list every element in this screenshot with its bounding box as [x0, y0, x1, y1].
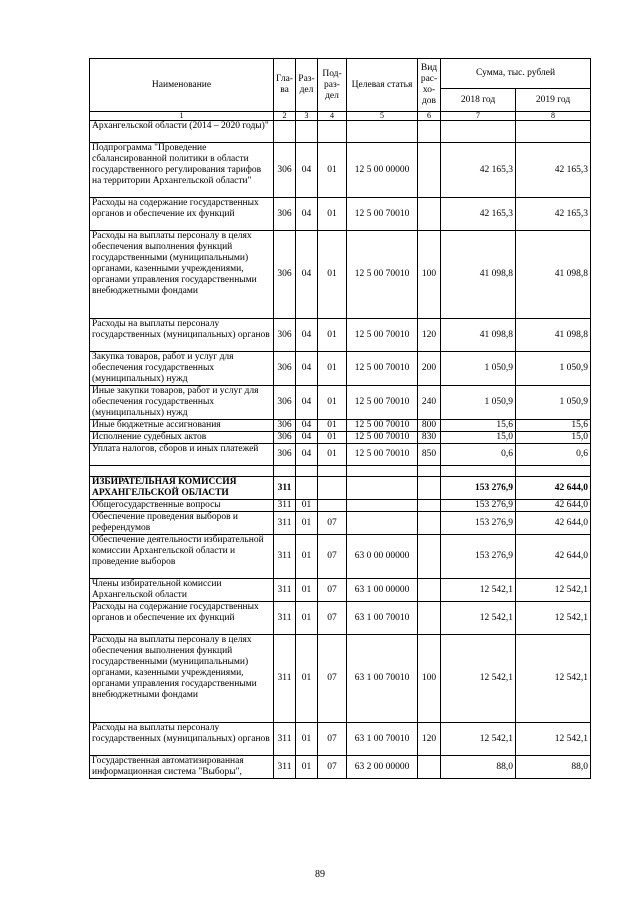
row-vid — [418, 121, 441, 143]
row-target: 12 5 00 70010 — [347, 198, 418, 231]
row-name: Общегосударственные вопросы — [90, 500, 274, 512]
row-2018: 41 098,8 — [441, 231, 516, 319]
row-glava: 306 — [274, 319, 296, 352]
row-razdel: 01 — [296, 723, 318, 756]
row-2018: 41 098,8 — [441, 319, 516, 352]
row-vid: 830 — [418, 432, 441, 444]
row-2019: 42 165,3 — [516, 143, 591, 198]
row-2019: 42 644,0 — [516, 512, 591, 535]
row-razdel: 04 — [296, 386, 318, 420]
table-row — [90, 386, 591, 420]
row-name: Обеспечение проведения выборов и референдумов — [90, 512, 274, 535]
row-name: Подпрограмма "Проведение сбалансированной политики в области государственного регулирования тарифов на территории Архангельской области" — [90, 143, 274, 198]
row-podrazdel: 01 — [318, 319, 347, 352]
row-glava: 311 — [274, 535, 296, 579]
column-number: 1 — [90, 112, 274, 121]
row-podrazdel: 01 — [318, 444, 347, 466]
column-number-row — [90, 112, 591, 121]
row-razdel: 04 — [296, 352, 318, 386]
row-2018: 153 276,9 — [441, 477, 516, 500]
header-vid: Вид рас-хо-дов — [418, 59, 441, 112]
header-razdel: Раз-дел — [296, 59, 318, 112]
row-razdel: 01 — [296, 756, 318, 779]
row-name: Иные бюджетные ассигнования — [90, 420, 274, 432]
row-name — [90, 466, 274, 477]
row-podrazdel: 01 — [318, 198, 347, 231]
table-row — [90, 352, 591, 386]
row-razdel — [296, 466, 318, 477]
row-2019: 41 098,8 — [516, 231, 591, 319]
row-glava: 306 — [274, 143, 296, 198]
row-2019: 42 644,0 — [516, 477, 591, 500]
row-target — [347, 500, 418, 512]
row-vid: 850 — [418, 444, 441, 466]
row-2018: 88,0 — [441, 756, 516, 779]
row-glava — [274, 121, 296, 143]
row-razdel — [296, 477, 318, 500]
row-glava: 306 — [274, 231, 296, 319]
row-podrazdel: 07 — [318, 635, 347, 723]
row-glava: 311 — [274, 723, 296, 756]
row-vid: 800 — [418, 420, 441, 432]
row-name: Расходы на выплаты персоналу государственных (муниципальных) органов — [90, 319, 274, 352]
row-2018: 153 276,9 — [441, 535, 516, 579]
row-2018 — [441, 466, 516, 477]
row-2019: 1 050,9 — [516, 386, 591, 420]
row-2018 — [441, 121, 516, 143]
row-name: Уплата налогов, сборов и иных платежей — [90, 444, 274, 466]
table-row — [90, 121, 591, 143]
row-target — [347, 512, 418, 535]
row-podrazdel: 07 — [318, 512, 347, 535]
row-name: Члены избирательной комиссии Архангельской области — [90, 579, 274, 602]
row-vid — [418, 535, 441, 579]
row-name: Закупка товаров, работ и услуг для обеспечения государственных (муниципальных) нужд — [90, 352, 274, 386]
table-row — [90, 420, 591, 432]
row-2018: 153 276,9 — [441, 500, 516, 512]
row-razdel: 01 — [296, 579, 318, 602]
row-glava: 311 — [274, 602, 296, 635]
row-podrazdel: 07 — [318, 723, 347, 756]
column-number: 3 — [296, 112, 318, 121]
row-target: 12 5 00 70010 — [347, 231, 418, 319]
row-target: 63 1 00 70010 — [347, 723, 418, 756]
row-2019: 12 542,1 — [516, 602, 591, 635]
row-vid: 200 — [418, 352, 441, 386]
row-2018: 153 276,9 — [441, 512, 516, 535]
row-vid — [418, 477, 441, 500]
table-row — [90, 231, 591, 319]
row-glava: 311 — [274, 579, 296, 602]
row-razdel: 01 — [296, 512, 318, 535]
row-2019 — [516, 121, 591, 143]
row-glava: 311 — [274, 756, 296, 779]
column-number: 2 — [274, 112, 296, 121]
table-row — [90, 500, 591, 512]
row-podrazdel: 01 — [318, 143, 347, 198]
row-2019: 42 165,3 — [516, 198, 591, 231]
row-name: Архангельской области (2014 – 2020 годы)" — [90, 121, 274, 143]
row-razdel: 01 — [296, 500, 318, 512]
row-glava: 306 — [274, 444, 296, 466]
row-razdel: 04 — [296, 432, 318, 444]
row-podrazdel: 07 — [318, 579, 347, 602]
row-glava: 306 — [274, 198, 296, 231]
row-target: 12 5 00 70010 — [347, 432, 418, 444]
row-2019: 42 644,0 — [516, 500, 591, 512]
row-glava: 306 — [274, 352, 296, 386]
row-glava: 311 — [274, 477, 296, 500]
row-2019: 15,6 — [516, 420, 591, 432]
row-name: Иные закупки товаров, работ и услуг для обеспечения государственных (муниципальных) нужд — [90, 386, 274, 420]
table-row — [90, 477, 591, 500]
page-number: 89 — [315, 869, 325, 880]
row-vid — [418, 756, 441, 779]
row-target — [347, 477, 418, 500]
row-podrazdel: 07 — [318, 756, 347, 779]
row-2019: 15,0 — [516, 432, 591, 444]
table-body — [90, 112, 591, 779]
header-podrazdel: Под-раз-дел — [318, 59, 347, 112]
header-2019: 2019 год — [516, 89, 591, 112]
row-vid — [418, 198, 441, 231]
row-razdel: 01 — [296, 602, 318, 635]
table-header — [90, 59, 591, 112]
column-number: 7 — [441, 112, 516, 121]
table-row — [90, 635, 591, 723]
row-target: 12 5 00 70010 — [347, 386, 418, 420]
row-vid: 120 — [418, 723, 441, 756]
row-vid — [418, 466, 441, 477]
row-name: Исполнение судебных актов — [90, 432, 274, 444]
row-target: 12 5 00 70010 — [347, 444, 418, 466]
row-2018: 15,0 — [441, 432, 516, 444]
row-2019: 12 542,1 — [516, 635, 591, 723]
row-2018: 1 050,9 — [441, 352, 516, 386]
row-2019: 1 050,9 — [516, 352, 591, 386]
row-podrazdel: 07 — [318, 535, 347, 579]
column-number: 6 — [418, 112, 441, 121]
row-podrazdel — [318, 121, 347, 143]
row-target: 63 1 00 70010 — [347, 635, 418, 723]
row-2018: 12 542,1 — [441, 635, 516, 723]
row-target: 12 5 00 00000 — [347, 143, 418, 198]
row-podrazdel — [318, 500, 347, 512]
row-name: Расходы на выплаты персоналу в целях обеспечения выполнения функций государственными (муниципальными) органами, казенными учреждениями, органами управления государственными внебюджетными фондами — [90, 231, 274, 319]
row-glava — [274, 466, 296, 477]
table-row — [90, 512, 591, 535]
row-glava: 311 — [274, 512, 296, 535]
header-sum: Сумма, тыс. рублей — [441, 59, 591, 89]
row-2018: 12 542,1 — [441, 602, 516, 635]
row-vid: 100 — [418, 635, 441, 723]
row-vid: 240 — [418, 386, 441, 420]
table-row — [90, 444, 591, 466]
row-razdel: 01 — [296, 535, 318, 579]
row-target: 63 1 00 00000 — [347, 579, 418, 602]
row-name: Расходы на выплаты персоналу государственных (муниципальных) органов — [90, 723, 274, 756]
row-target — [347, 466, 418, 477]
row-razdel: 04 — [296, 143, 318, 198]
row-2019: 41 098,8 — [516, 319, 591, 352]
row-name: Обеспечение деятельности избирательной комиссии Архангельской области и проведение выборов — [90, 535, 274, 579]
header-name: Наименование — [90, 59, 274, 112]
row-glava: 306 — [274, 386, 296, 420]
row-podrazdel — [318, 466, 347, 477]
table-row — [90, 602, 591, 635]
row-name: Расходы на содержание государственных органов и обеспечение их функций — [90, 198, 274, 231]
row-target: 63 1 00 70010 — [347, 602, 418, 635]
row-target: 12 5 00 70010 — [347, 352, 418, 386]
row-razdel — [296, 121, 318, 143]
row-glava: 306 — [274, 420, 296, 432]
row-podrazdel: 01 — [318, 352, 347, 386]
row-2018: 15,6 — [441, 420, 516, 432]
row-podrazdel: 01 — [318, 420, 347, 432]
table-row — [90, 723, 591, 756]
row-podrazdel: 07 — [318, 602, 347, 635]
table-row — [90, 319, 591, 352]
row-vid — [418, 579, 441, 602]
row-name: Государственная автоматизированная информационная система "Выборы", — [90, 756, 274, 779]
row-razdel: 04 — [296, 420, 318, 432]
row-2019: 12 542,1 — [516, 723, 591, 756]
row-vid — [418, 512, 441, 535]
row-razdel: 01 — [296, 635, 318, 723]
row-target: 12 5 00 70010 — [347, 420, 418, 432]
row-target: 12 5 00 70010 — [347, 319, 418, 352]
row-2018: 42 165,3 — [441, 198, 516, 231]
row-razdel: 04 — [296, 231, 318, 319]
row-2019 — [516, 466, 591, 477]
row-2018: 12 542,1 — [441, 723, 516, 756]
row-2019: 0,6 — [516, 444, 591, 466]
table-row — [90, 579, 591, 602]
row-2018: 0,6 — [441, 444, 516, 466]
row-target: 63 2 00 00000 — [347, 756, 418, 779]
budget-table — [89, 58, 591, 779]
spacer-row — [90, 466, 591, 477]
header-glava: Гла-ва — [274, 59, 296, 112]
row-vid: 100 — [418, 231, 441, 319]
row-razdel: 04 — [296, 198, 318, 231]
row-glava: 311 — [274, 500, 296, 512]
row-2019: 42 644,0 — [516, 535, 591, 579]
table-row — [90, 198, 591, 231]
header-target: Целевая статья — [347, 59, 418, 112]
row-2018: 42 165,3 — [441, 143, 516, 198]
row-vid: 120 — [418, 319, 441, 352]
row-name: ИЗБИРАТЕЛЬНАЯ КОМИССИЯ АРХАНГЕЛЬСКОЙ ОБЛАСТИ — [90, 477, 274, 500]
row-2019: 12 542,1 — [516, 579, 591, 602]
row-target — [347, 121, 418, 143]
table-row — [90, 535, 591, 579]
row-podrazdel: 01 — [318, 386, 347, 420]
row-name: Расходы на выплаты персоналу в целях обеспечения выполнения функций государственными (муниципальными) органами, казенными учреждениями, органами управления государственными внебюджетными фондами — [90, 635, 274, 723]
column-number: 4 — [318, 112, 347, 121]
row-vid — [418, 602, 441, 635]
column-number: 8 — [516, 112, 591, 121]
row-2019: 88,0 — [516, 756, 591, 779]
table-row — [90, 756, 591, 779]
row-2018: 12 542,1 — [441, 579, 516, 602]
row-2018: 1 050,9 — [441, 386, 516, 420]
row-podrazdel — [318, 477, 347, 500]
row-target: 63 0 00 00000 — [347, 535, 418, 579]
row-glava: 306 — [274, 432, 296, 444]
row-vid — [418, 143, 441, 198]
row-glava: 311 — [274, 635, 296, 723]
header-2018: 2018 год — [441, 89, 516, 112]
row-razdel: 04 — [296, 319, 318, 352]
row-name: Расходы на содержание государственных органов и обеспечение их функций — [90, 602, 274, 635]
column-number: 5 — [347, 112, 418, 121]
row-podrazdel: 01 — [318, 432, 347, 444]
row-razdel: 04 — [296, 444, 318, 466]
table-row — [90, 432, 591, 444]
row-vid — [418, 500, 441, 512]
table-row — [90, 143, 591, 198]
row-podrazdel: 01 — [318, 231, 347, 319]
